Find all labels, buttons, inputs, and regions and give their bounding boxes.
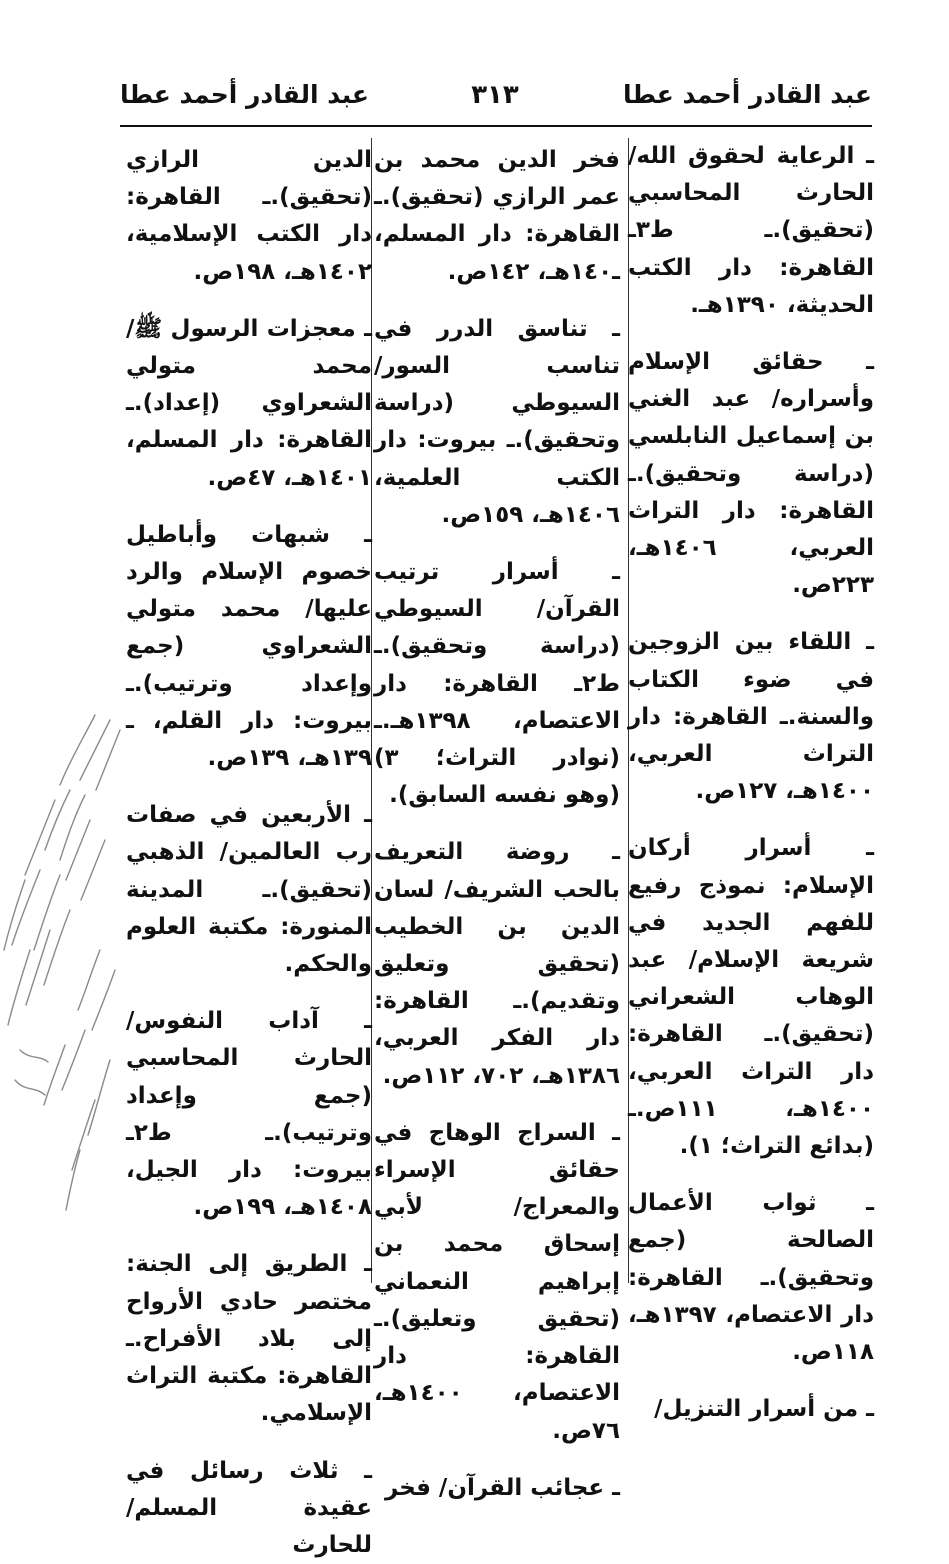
header-author-right: عبد القادر أحمد عطا (623, 80, 872, 109)
column-left (126, 138, 372, 1298)
entry-continuation: فخر الدين محمد بن عمر الرازي (تحقيق).ـ القاهرة: دار المسلم، ـ١٤٠هـ، ١٤٢ص. (374, 142, 620, 291)
entry: ـ السراج الوهاج في حقائق الإسراء والمعراج/ لأبي إسحاق محمد بن إبراهيم النعماني (تحقيق وتعليق).ـ القاهرة: دار الاعتصام، ١٤٠٠هـ، ٧٦ص. (374, 1115, 620, 1450)
entry: ـ ثواب الأعمال الصالحة (جمع وتحقيق).ـ القاهرة: دار الاعتصام، ١٣٩٧هـ، ١١٨ص. (628, 1185, 874, 1371)
entry: ـ عجائب القرآن/ فخر (374, 1470, 620, 1507)
header-rule (120, 125, 872, 127)
entry: ـ روضة التعريف بالحب الشريف/ لسان الدين بن الخطيب (تحقيق وتعليق وتقديم).ـ القاهرة: دار الفكر العربي، ١٣٨٦هـ، ٧٠٢، ١١٢ص. (374, 834, 620, 1094)
entry: ـ حقائق الإسلام وأسراره/ عبد الغني بن إسماعيل النابلسي (دراسة وتحقيق).ـ القاهرة: دار التراث العربي، ١٤٠٦هـ، ٢٢٣ص. (628, 344, 874, 604)
column-right (628, 138, 874, 1298)
entry: ـ أسرار ترتيب القرآن/ السيوطي (دراسة وتحقيق).ـ ط٢ـ القاهرة: دار الاعتصام، ١٣٩٨هـ.ـ (نوادر التراث؛ ٣) (وهو نفسه السابق). (374, 554, 620, 814)
entry: ـ تناسق الدرر في تناسب السور/ السيوطي (دراسة وتحقيق).ـ بيروت: دار الكتب العلمية، ١٤٠٦هـ، ١٥٩ص. (374, 311, 620, 534)
entry: ـ أسرار أركان الإسلام: نموذج رفيع للفهم الجديد في شريعة الإسلام/ عبد الوهاب الشعراني (تحقيق).ـ القاهرة: دار التراث العربي، ١٤٠٠هـ، ١١١ص.ـ (بدائع التراث؛ ١). (628, 830, 874, 1165)
entry: ـ الطريق إلى الجنة: مختصر حادي الأرواح إلى بلاد الأفراح.ـ القاهرة: مكتبة التراث الإسلامي. (126, 1246, 372, 1432)
entry: ـ شبهات وأباطيل خصوم الإسلام والرد عليها/ محمد متولي الشعراوي (جمع وإعداد وترتيب).ـ بيروت: دار القلم، ـ ١٣٩هـ، ١٣٩ص. (126, 517, 372, 777)
entry: ـ من أسرار التنزيل/ (628, 1391, 874, 1428)
handwritten-margin-note (0, 700, 130, 1220)
entry: ـ معجزات الرسول ﷺ/ محمد متولي الشعراوي (إعداد).ـ القاهرة: دار المسلم، ١٤٠١هـ، ٤٧ص. (126, 311, 372, 497)
page-number: ٣١٣ (450, 80, 540, 110)
entry: ـ الرعاية لحقوق الله/ الحارث المحاسبي (تحقيق).ـ ط٣ـ القاهرة: دار الكتب الحديثة، ١٣٩٠هـ. (628, 138, 874, 324)
entry: ـ ثلاث رسائل في عقيدة المسلم/ للحارث (126, 1453, 372, 1564)
entry: ـ اللقاء بين الزوجين في ضوء الكتاب والسنة.ـ القاهرة: دار التراث العربي، ١٤٠٠هـ، ١٢٧ص. (628, 624, 874, 810)
running-header (120, 80, 872, 120)
entry: ـ الأربعين في صفات رب العالمين/ الذهبي (تحقيق).ـ المدينة المنورة: مكتبة العلوم والحكم. (126, 797, 372, 983)
column-middle (374, 138, 620, 1298)
entry-continuation: الدين الرازي (تحقيق).ـ القاهرة: دار الكتب الإسلامية، ١٤٠٢هـ، ١٩٨ص. (126, 142, 372, 291)
entry: ـ آداب النفوس/ الحارث المحاسبي (جمع وإعداد وترتيب).ـ ط٢ـ بيروت: دار الجيل، ١٤٠٨هـ، ١٩٩ص. (126, 1003, 372, 1226)
header-author-left: عبد القادر أحمد عطا (120, 80, 369, 109)
